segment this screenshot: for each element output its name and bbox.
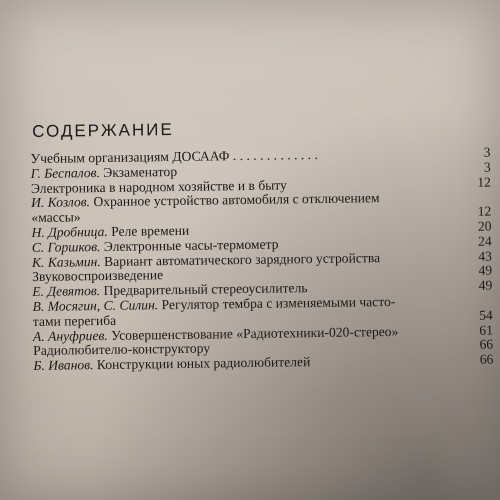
entry-title: Электронные часы-термометр — [100, 236, 279, 254]
entry-page-number: 49 — [478, 262, 493, 279]
entry-title: Учебным организациям ДОСААФ — [30, 148, 230, 166]
entry-author: К. Казьмин. — [31, 253, 101, 270]
entry-title: Вариант автоматического зарядного устройства — [100, 249, 381, 269]
entry-title: Охранное устройство автомобиля с отключением — [89, 190, 380, 210]
entry-page-number: 49 — [478, 277, 493, 293]
entry-page-number: 24 — [478, 233, 492, 249]
entry-author: Н. Дробница. — [31, 223, 108, 240]
entry-title: Звуковоспроизведение — [32, 267, 164, 285]
entry-page-number: 12 — [477, 174, 491, 190]
entry-page-number: 12 — [477, 203, 492, 219]
entry-author: В. Мосягин, С. Силин. — [32, 297, 159, 314]
entry-author: Г. Беспалов. — [30, 164, 101, 181]
entry-page-number: 66 — [479, 336, 494, 353]
entry-title: Регулятор тембра с изменяемыми часто- — [158, 293, 396, 313]
toc-heading: СОДЕРЖАНИЕ — [31, 119, 174, 141]
entry-title: Экзаменатор — [99, 163, 178, 180]
entry-title: Предварительный стереоусилитель — [100, 280, 308, 299]
entry-title: Реле времени — [107, 222, 190, 239]
entry-title-continuation: тами перегиба — [32, 312, 117, 329]
entry-title-continuation: «массы» — [31, 209, 81, 226]
entry-author: Е. Девятов. — [32, 283, 101, 300]
entry-title: Усовершенствование «Радиотехники-020-стерео» — [107, 323, 399, 343]
entry-leader-dots: . . . . . . . . . . . . . — [229, 146, 318, 164]
entry-author: С. Горшков. — [31, 238, 101, 255]
entry-page-number: 66 — [479, 351, 494, 367]
entry-page-number: 3 — [483, 159, 491, 175]
entry-author: Б. Иванов. — [33, 357, 94, 374]
entry-author: А. Ануфриев. — [32, 327, 108, 344]
entry-title: Электроника в народном хозяйстве и в быту — [30, 177, 288, 196]
entry-author: И. Козлов. — [31, 194, 91, 211]
entry-title: Радиолюбителю-конструктору — [33, 340, 211, 359]
entry-page-number: 43 — [478, 248, 493, 264]
entry-page-number: 20 — [477, 218, 492, 234]
entry-page-number: 61 — [479, 322, 494, 338]
entry-title: Конструкции юных радиолюбителей — [93, 354, 311, 373]
entry-page-number: 54 — [479, 307, 493, 323]
table-of-contents — [30, 116, 493, 374]
entry-page-number: 3 — [483, 144, 491, 160]
